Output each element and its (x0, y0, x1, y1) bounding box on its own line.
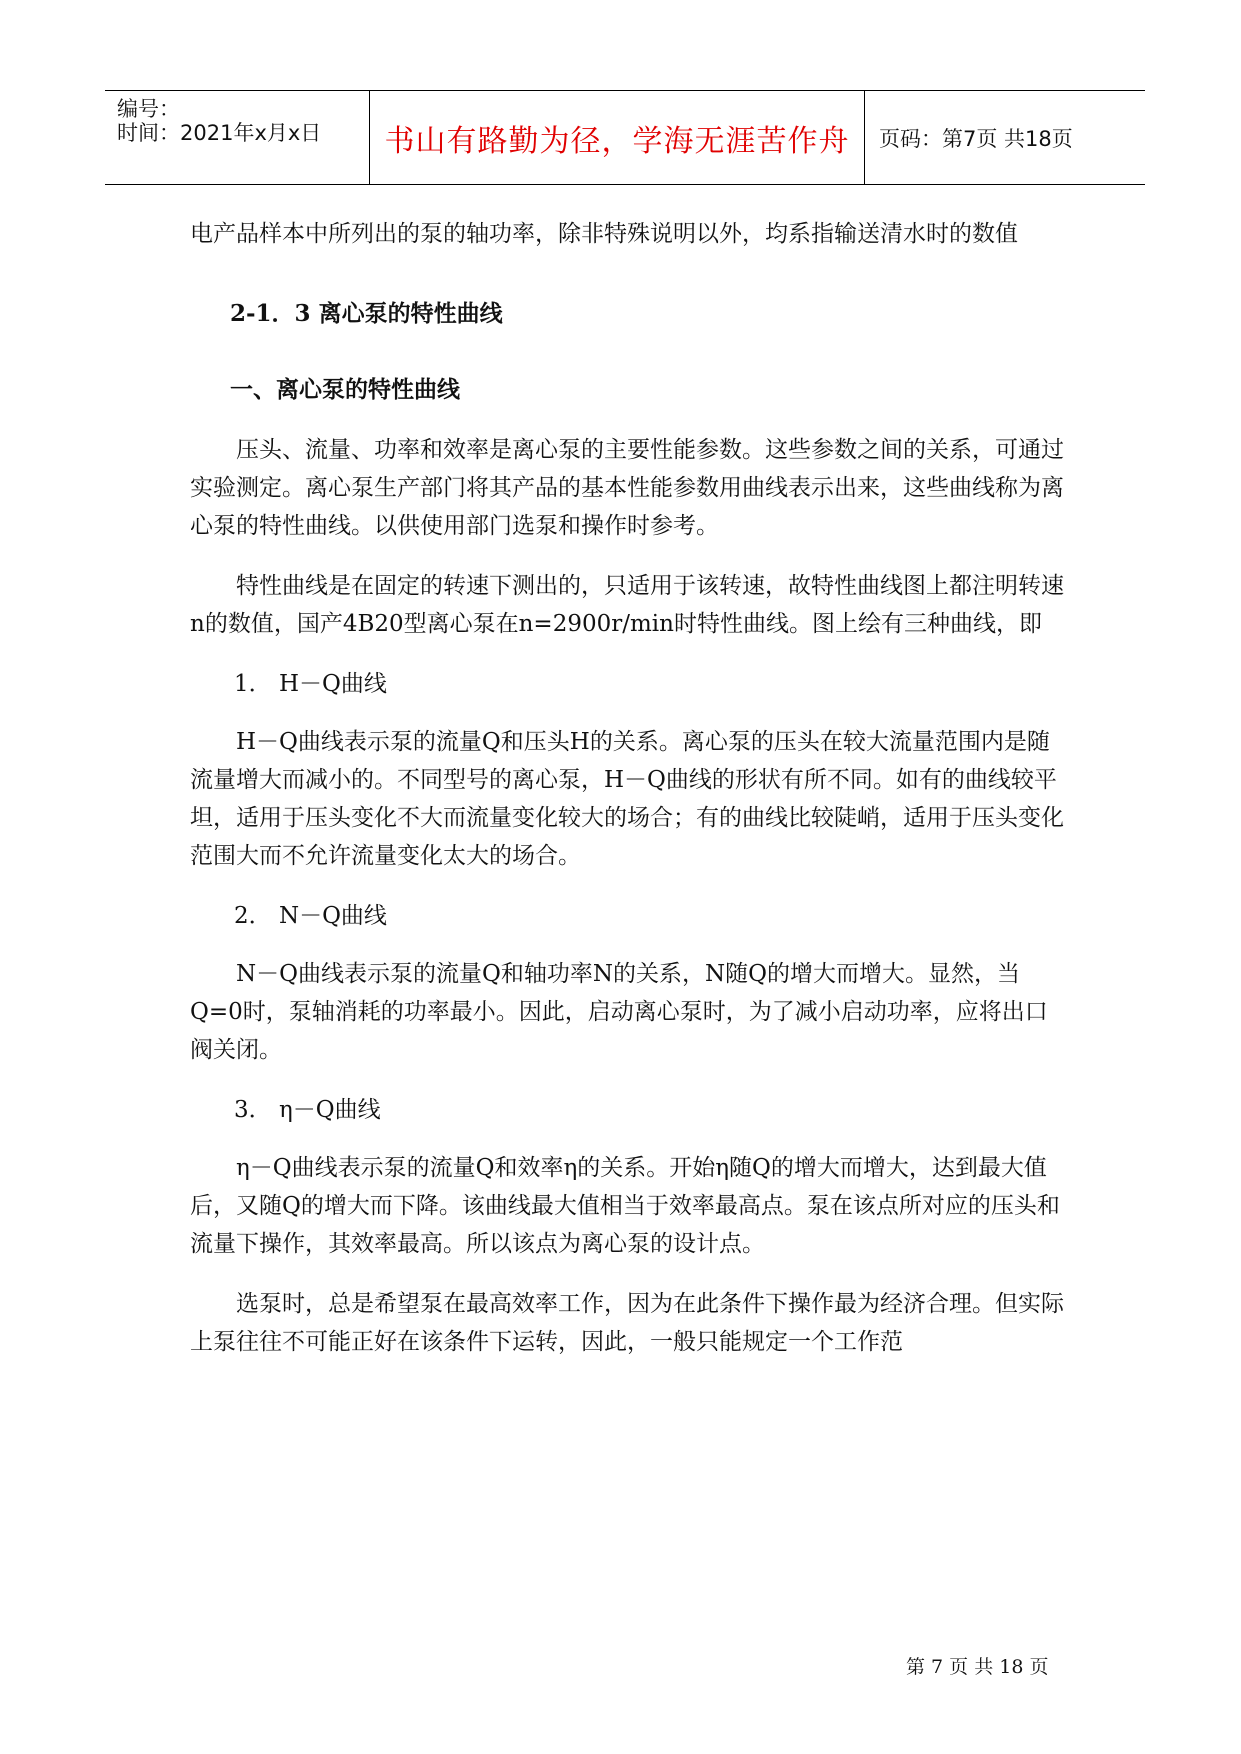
section-heading: 2-1．3 离心泵的特性曲线 (230, 300, 503, 327)
paragraph: 压头、流量、功率和效率是离心泵的主要性能参数。这些参数之间的关系，可通过实验测定。离心泵生产部门将其产品的基本性能参数用曲线表示出来，这些曲线称为离心泵的特性曲线。以供使用部门选泵和操作时参考。 (190, 437, 1064, 539)
header-right-cell (865, 91, 1145, 184)
item-title-nq: 2． N－Q曲线 (234, 903, 387, 929)
page-footer: 第 7 页 共 18 页 (906, 1656, 1049, 1678)
subsection-heading: 一、离心泵的特性曲线 (230, 376, 460, 403)
paragraph: H－Q曲线表示泵的流量Q和压头H的关系。离心泵的压头在较大流量范围内是随流量增大而减小的。不同型号的离心泵，H－Q曲线的形状有所不同。如有的曲线较平坦，适用于压头变化不大而流量变化较大的场合；有的曲线比较陡峭，适用于压头变化范围大而不允许流量变化太大的场合。 (190, 729, 1064, 869)
paragraph: η－Q曲线表示泵的流量Q和效率η的关系。开始η随Q的增大而增大，达到最大值后，又随Q的增大而下降。该曲线最大值相当于效率最高点。泵在该点所对应的压头和流量下操作，其效率最高。所以该点为离心泵的设计点。 (190, 1155, 1060, 1257)
document-body (190, 215, 1070, 1383)
document-time-label: 时间：2021年x月x日 (117, 121, 322, 145)
header-motto: 书山有路勤为径，学海无涯苦作舟 (384, 123, 850, 159)
document-number-label: 编号： (117, 97, 180, 121)
paragraph: N－Q曲线表示泵的流量Q和轴功率N的关系，N随Q的增大而增大。显然，当Q=0时，泵轴消耗的功率最小。因此，启动离心泵时，为了减小启动功率，应将出口阀关闭。 (190, 961, 1048, 1063)
item-title-eta-q: 3． η－Q曲线 (234, 1097, 381, 1123)
item-title-hq: 1． H－Q曲线 (234, 671, 387, 697)
continuation-paragraph: 电产品样本中所列出的泵的轴功率，除非特殊说明以外，均系指输送清水时的数值 (190, 221, 1018, 247)
paragraph: 选泵时，总是希望泵在最高效率工作，因为在此条件下操作最为经济合理。但实际上泵往往不可能正好在该条件下运转，因此，一般只能规定一个工作范 (190, 1291, 1064, 1355)
header-middle-cell (370, 91, 865, 184)
paragraph: 特性曲线是在固定的转速下测出的，只适用于该转速，故特性曲线图上都注明转速n的数值，国产4B20型离心泵在n=2900r/min时特性曲线。图上绘有三种曲线，即 (190, 573, 1064, 637)
header-table (105, 90, 1145, 185)
header-left-cell (105, 91, 370, 184)
header-page-code: 页码：第7页 共18页 (879, 126, 1073, 151)
